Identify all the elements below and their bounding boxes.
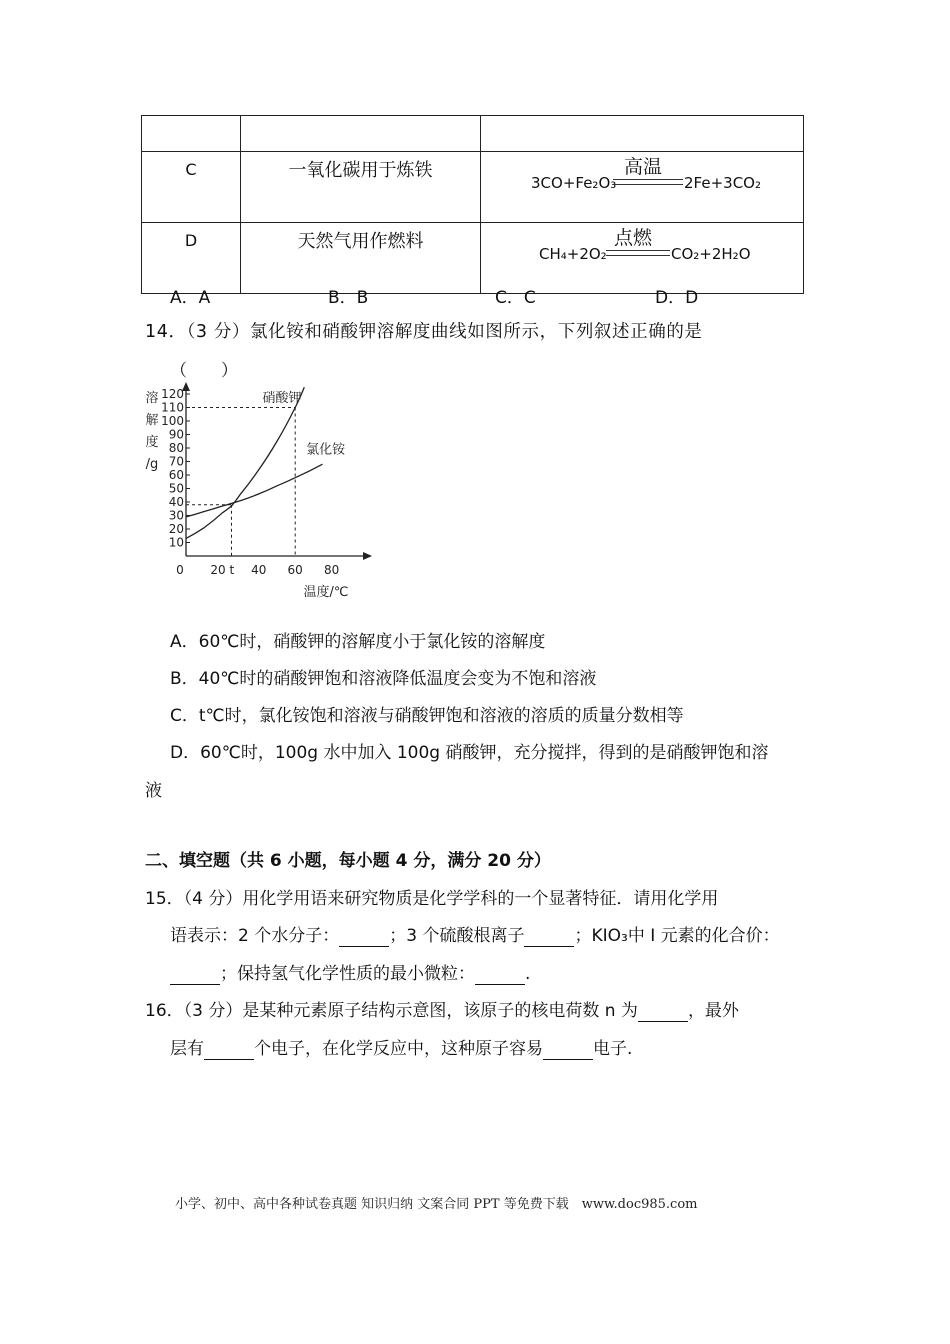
q13-option-a[interactable]: A．A [170, 288, 211, 308]
table-row [142, 223, 804, 294]
answer-blank[interactable] [524, 926, 574, 947]
answer-blank[interactable] [543, 1039, 593, 1060]
y-axis-label: 度 [145, 435, 159, 450]
row-use: 一氧化碳用于炼铁 [241, 152, 481, 223]
equation-arrow [606, 250, 670, 256]
q15-line3: ；保持氢气化学性质的最小微粒： . [170, 959, 530, 985]
row-label: C [142, 152, 241, 223]
equation-condition: 高温 [624, 156, 663, 178]
q14-option-d[interactable]: D．60℃时，100g 水中加入 100g 硝酸钾，充分搅拌，得到的是硝酸钾饱和溶 [170, 743, 769, 763]
answer-blank[interactable] [339, 926, 389, 947]
x-axis-label: 温度/℃ [303, 585, 349, 600]
solubility-chart [140, 380, 380, 605]
y-tick-label: 80 [168, 441, 184, 455]
series-label-kno3: 硝酸钾 [262, 391, 302, 406]
y-tick-label: 100 [161, 414, 184, 428]
equation-arrow [613, 179, 683, 185]
answer-blank[interactable] [204, 1039, 254, 1060]
x-tick-label: 0 [176, 563, 184, 577]
q13-option-d[interactable]: D．D [655, 288, 699, 308]
row-use: 天然气用作燃料 [241, 223, 481, 294]
reaction-table [141, 115, 804, 294]
answer-blank[interactable] [638, 1001, 688, 1022]
x-tick-label: 80 [323, 563, 340, 577]
q14-option-b[interactable]: B．40℃时的硝酸钾饱和溶液降低温度会变为不饱和溶液 [170, 669, 597, 689]
y-tick-label: 10 [168, 535, 184, 550]
equation-condition: 点燃 [614, 227, 653, 249]
answer-blank[interactable] [170, 964, 220, 985]
x-tick-label: 60 [287, 563, 303, 577]
table-row [142, 152, 804, 223]
y-axis-label: 解 [145, 413, 159, 428]
y-tick-label: 70 [168, 454, 184, 469]
x-tick-label: 20 t [210, 563, 235, 577]
x-axis-arrow [363, 552, 372, 560]
section-heading: 二、填空题（共 6 小题，每小题 4 分，满分 20 分） [145, 851, 551, 871]
y-axis-label: /g [145, 457, 159, 472]
equation-cell [481, 152, 804, 223]
q13-option-c[interactable]: C．C [495, 288, 536, 308]
equation-left: CH₄+2O₂ [539, 245, 607, 263]
equation-left: 3CO+Fe₂O₃ [531, 174, 617, 192]
y-tick-label: 110 [161, 400, 184, 415]
q16-line2: 层有 个电子，在化学反应中，这种原子容易 电子. [170, 1039, 633, 1059]
row-label: D [142, 223, 241, 294]
equation-right: CO₂+2H₂O [671, 245, 751, 263]
y-tick-label: 90 [168, 427, 184, 442]
q16-line1: 16．（3 分）是某种元素原子结构示意图，该原子的核电荷数 n 为 ，最外 [145, 1001, 739, 1021]
equation-right: 2Fe+3CO₂ [684, 174, 761, 192]
y-tick-label: 120 [161, 387, 184, 401]
table-row [142, 116, 804, 152]
y-axis-label: 溶 [145, 391, 159, 406]
kno3-curve [186, 387, 304, 538]
series-label-nh4cl: 氯化铵 [306, 442, 346, 458]
y-tick-label: 40 [168, 495, 184, 509]
q14-stem: 14．（3 分）氯化铵和硝酸钾溶解度曲线如图所示，下列叙述正确的是 [145, 322, 703, 342]
answer-blank[interactable] [475, 964, 525, 985]
page-footer[interactable]: 小学、初中、高中各种试卷真题 知识归纳 文案合同 PPT 等免费下载 www.doc985.com [175, 1197, 698, 1212]
nh4cl-curve [186, 464, 323, 517]
q14-paren: （ ） [170, 361, 238, 381]
q15-line1: 15．（4 分）用化学用语来研究物质是化学学科的一个显著特征．请用化学用 [145, 889, 719, 909]
q15-line2: 语表示：2 个水分子： ；3 个硫酸根离子 ；KIO₃中 I 元素的化合价： [170, 926, 780, 946]
q14-option-d-wrap: 液 [145, 781, 162, 801]
y-tick-label: 30 [168, 508, 184, 523]
q14-option-a[interactable]: A．60℃时，硝酸钾的溶解度小于氯化铵的溶解度 [170, 632, 546, 652]
q14-option-c[interactable]: C．t℃时，氯化铵饱和溶液与硝酸钾饱和溶液的溶质的质量分数相等 [170, 706, 684, 726]
y-tick-label: 60 [168, 468, 184, 482]
x-tick-label: 40 [251, 563, 267, 577]
y-tick-label: 20 [168, 522, 184, 536]
chart-plot [145, 382, 372, 600]
y-tick-label: 50 [168, 481, 184, 496]
q13-option-b[interactable]: B．B [328, 288, 369, 308]
